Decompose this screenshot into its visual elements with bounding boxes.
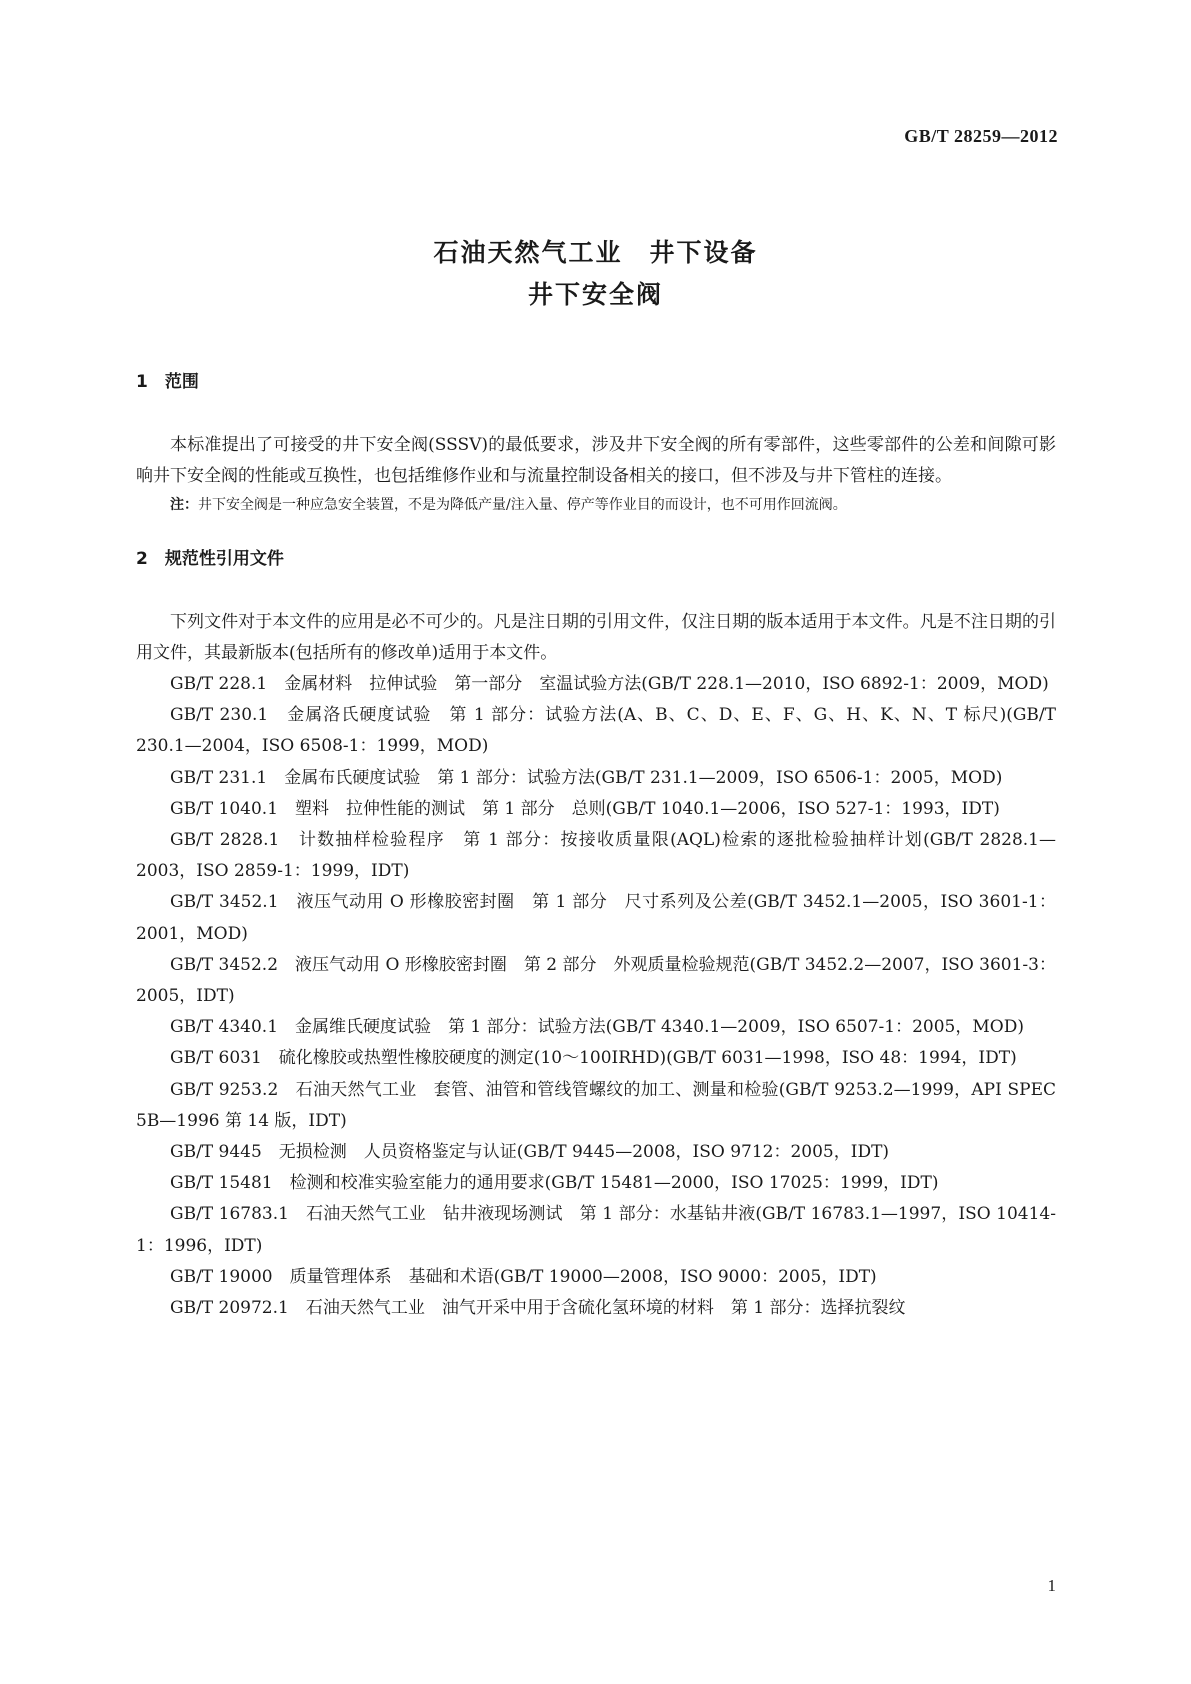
title-line-1: 石油天然气工业 井下设备 [433,238,758,267]
reference-item: GB/T 1040.1 塑料 拉伸性能的测试 第 1 部分 总则(GB/T 1040.1—2006，ISO 527-1：1993，IDT) [170,798,1000,819]
section-heading-scope: 1 范围 [136,372,199,392]
section-heading-normative-references: 2 规范性引用文件 [136,549,284,569]
page-number: 1 [1047,1576,1056,1595]
reference-item: GB/T 4340.1 金属维氏硬度试验 第 1 部分：试验方法(GB/T 4340.1—2009，ISO 6507-1：2005，MOD) [170,1017,1024,1038]
note-text: 井下安全阀是一种应急安全装置，不是为降低产量/注入量、停产等作业目的而设计，也不可用作回流阀。 [198,497,847,513]
references-intro: 下列文件对于本文件的应用是必不可少的。凡是注日期的引用文件，仅注日期的版本适用于本文件。凡是不注日期的引用文件，其最新版本(包括所有的修改单)适用于本文件。 [136,612,1056,663]
document-body [136,372,1056,1324]
standard-code: GB/T 28259—2012 [904,126,1058,146]
reference-item: GB/T 9445 无损检测 人员资格鉴定与认证(GB/T 9445—2008，ISO 9712：2005，IDT) [170,1142,890,1163]
document-title [0,232,1191,316]
reference-item: GB/T 20972.1 石油天然气工业 油气开采中用于含硫化氢环境的材料 第 1 部分：选择抗裂纹 [170,1298,906,1319]
reference-item: GB/T 19000 质量管理体系 基础和术语(GB/T 19000—2008，ISO 9000：2005，IDT) [170,1266,877,1287]
reference-item: GB/T 9253.2 石油天然气工业 套管、油管和管线管螺纹的加工、测量和检验(GB/T 9253.2—1999，API SPEC 5B—1996 第 14 版，IDT) [136,1079,1056,1131]
reference-item: GB/T 15481 检测和校准实验室能力的通用要求(GB/T 15481—2000，ISO 17025：1999，IDT) [170,1173,939,1194]
reference-item: GB/T 6031 硫化橡胶或热塑性橡胶硬度的测定(10～100IRHD)(GB/T 6031—1998，ISO 48：1994，IDT) [170,1048,1017,1069]
reference-item: GB/T 3452.2 液压气动用 O 形橡胶密封圈 第 2 部分 外观质量检验规范(GB/T 3452.2—2007，ISO 3601-3：2005，IDT) [136,954,1056,1007]
reference-item: GB/T 3452.1 液压气动用 O 形橡胶密封圈 第 1 部分 尺寸系列及公差(GB/T 3452.1—2005，ISO 3601-1：2001，MOD) [136,892,1056,944]
reference-item: GB/T 2828.1 计数抽样检验程序 第 1 部分：按接收质量限(AQL)检索的逐批检验抽样计划(GB/T 2828.1—2003，ISO 2859-1：1999，IDT) [136,830,1056,882]
reference-list [136,669,1056,1324]
note-label: 注： [170,497,198,513]
title-line-2: 井下安全阀 [527,280,663,309]
reference-item: GB/T 228.1 金属材料 拉伸试验 第一部分 室温试验方法(GB/T 228.1—2010，ISO 6892-1：2009，MOD) [170,674,1049,694]
scope-paragraph: 本标准提出了可接受的井下安全阀(SSSV)的最低要求，涉及井下安全阀的所有零部件，这些零部件的公差和间隙可影响井下安全阀的性能或互换性，也包括维修作业和与流量控制设备相关的接口，但不涉及与井下管柱的连接。 [136,435,1056,486]
scope-note [136,493,1056,517]
reference-item: GB/T 230.1 金属洛氏硬度试验 第 1 部分：试验方法(A、B、C、D、E、F、G、H、K、N、T 标尺)(GB/T 230.1—2004，ISO 6508-1：1999，MOD) [136,705,1056,757]
reference-item: GB/T 16783.1 石油天然气工业 钻井液现场测试 第 1 部分：水基钻井液(GB/T 16783.1—1997，ISO 10414-1：1996，IDT) [136,1204,1056,1256]
reference-item: GB/T 231.1 金属布氏硬度试验 第 1 部分：试验方法(GB/T 231.1—2009，ISO 6506-1：2005，MOD) [170,767,1003,788]
